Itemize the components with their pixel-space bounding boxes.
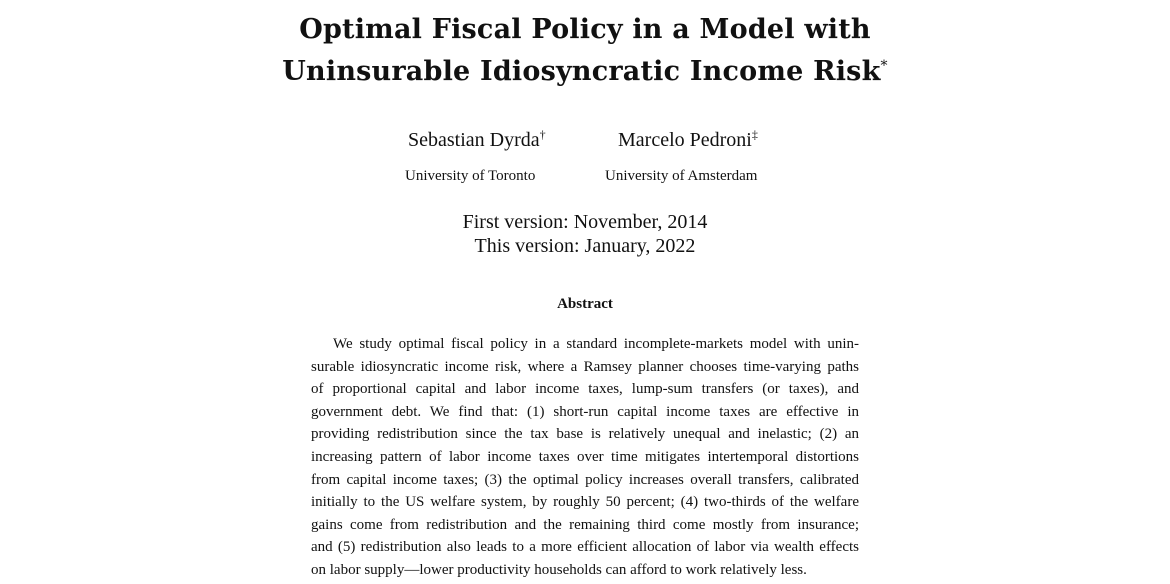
title-text-2: Uninsurable Idiosyncratic Income Risk — [282, 56, 881, 87]
abstract-heading: Abstract — [557, 296, 613, 312]
paper-title-line-1 — [0, 14, 1170, 45]
author-name-pedroni — [618, 129, 758, 152]
author-name-dyrda — [408, 129, 546, 152]
abstract-line: surable idiosyncratic income risk, where a Ramsey planner chooses time-varying paths — [311, 358, 859, 375]
abstract-line: on labor supply—lower productivity households can afford to work relatively less. — [311, 561, 807, 578]
author-1-footnote-mark: † — [539, 127, 546, 142]
author-2-name-text: Marcelo Pedroni — [618, 129, 752, 151]
abstract-line: from capital income taxes; (3) the optimal policy increases overall transfers, calibrated — [311, 471, 859, 488]
author-affiliation-toronto: University of Toronto — [405, 168, 536, 184]
title-text-1: Optimal Fiscal Policy in a Model with — [299, 14, 871, 45]
paper-title-line-2 — [0, 56, 1170, 87]
this-version-date: This version: January, 2022 — [474, 235, 696, 257]
author-2-footnote-mark: ‡ — [751, 127, 758, 142]
abstract-line: of proportional capital and labor income taxes, lump-sum transfers (or taxes), and — [311, 381, 859, 398]
author-affiliation-amsterdam: University of Amsterdam — [605, 168, 758, 184]
abstract-line: and (5) redistribution also leads to a more efficient allocation of labor via wealth effects — [311, 539, 859, 556]
abstract-body — [311, 333, 859, 582]
abstract-line: initially to the US welfare system, by roughly 50 percent; (4) two-thirds of the welfare — [311, 494, 859, 511]
abstract-line: providing redistribution since the tax base is relatively unequal and inelastic; (2) an — [311, 426, 859, 443]
author-1-name-text: Sebastian Dyrda — [408, 129, 540, 151]
abstract-line: gains come from redistribution and the remaining third come mostly from insurance; — [311, 516, 859, 533]
abstract-line: increasing pattern of labor income taxes over time mitigates intertemporal distortions — [311, 448, 859, 465]
first-version-date: First version: November, 2014 — [462, 211, 708, 233]
title-footnote-mark: * — [880, 58, 888, 74]
abstract-line: government debt. We find that: (1) short-run capital income taxes are effective in — [311, 403, 859, 420]
abstract-line: We study optimal fiscal policy in a standard incomplete-markets model with unin- — [333, 336, 859, 352]
